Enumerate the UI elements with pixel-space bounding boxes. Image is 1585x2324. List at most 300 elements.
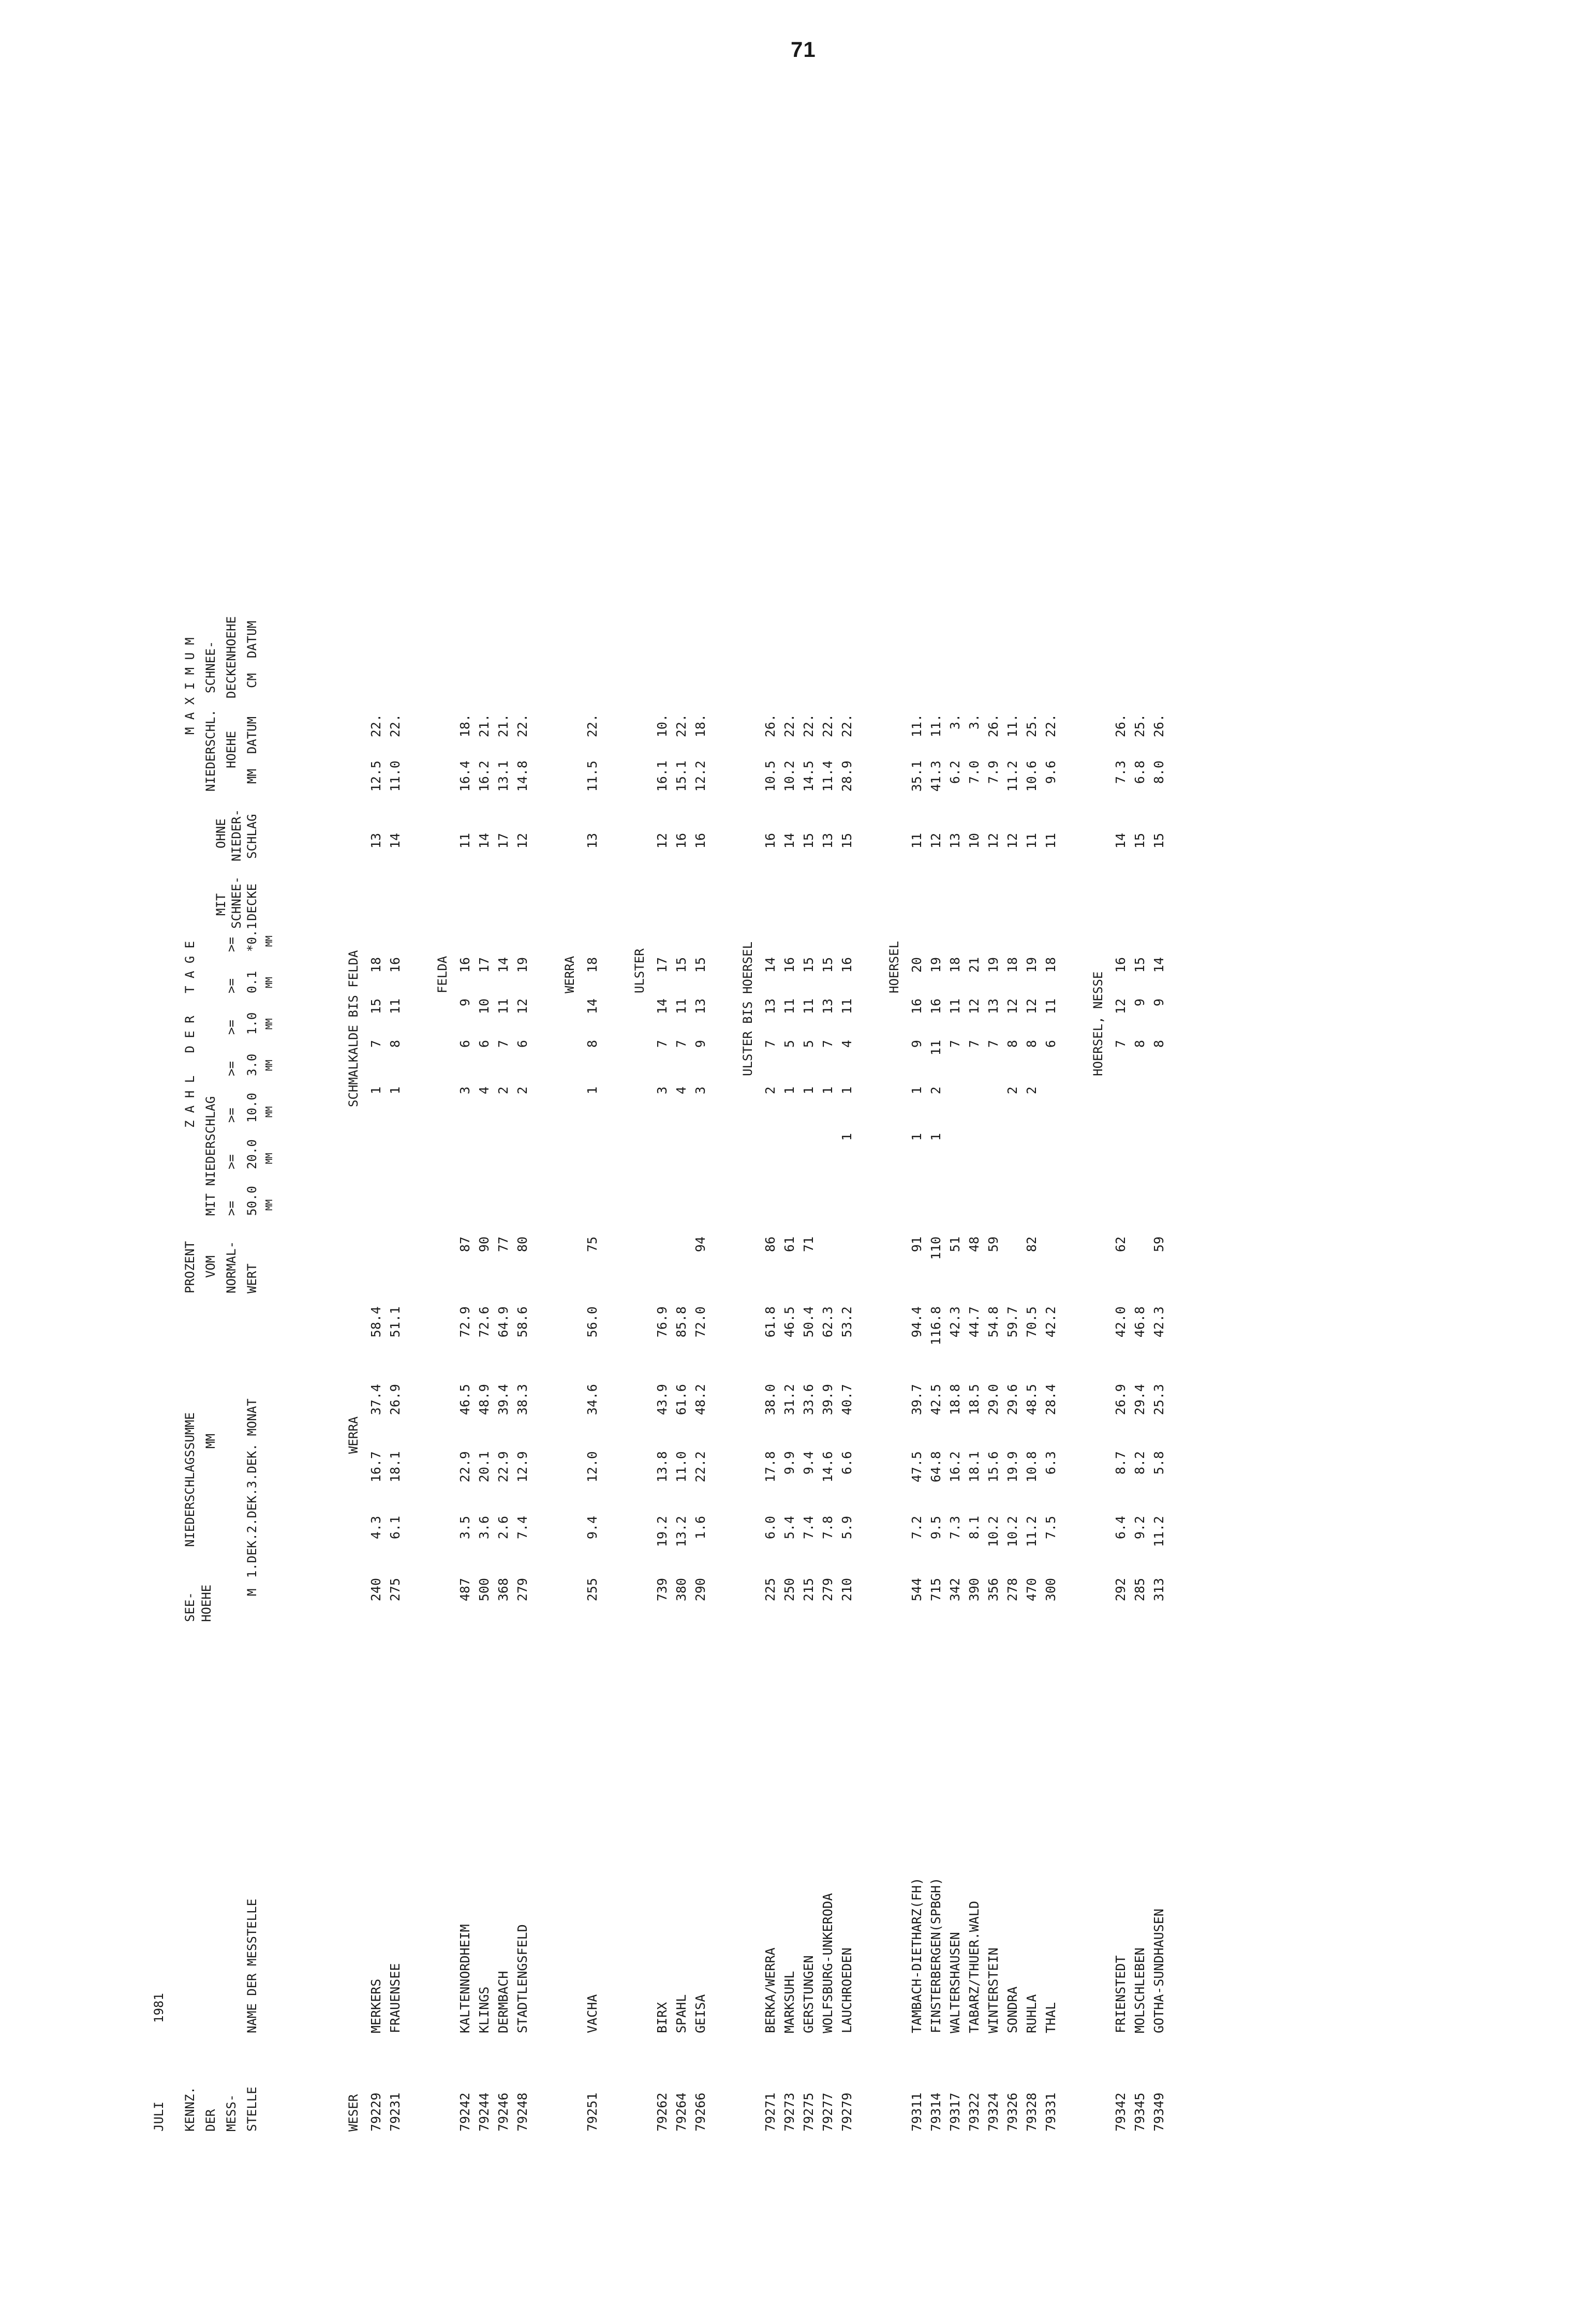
table-cell: 79328 [1024, 2092, 1039, 2132]
table-cell: 9 [909, 1040, 924, 1048]
table-cell: MARKSUHL [782, 1971, 797, 2033]
table-cell: 75 [585, 1237, 600, 1253]
table-cell: 225 [763, 1578, 778, 1602]
table-cell: 6 [515, 1040, 530, 1048]
table-cell: 7.9 [986, 761, 1001, 784]
table-cell: 18 [1043, 957, 1058, 973]
table-cell: 72.6 [477, 1306, 492, 1338]
table-cell: 47.5 [909, 1451, 924, 1483]
table-cell: 18.5 [967, 1384, 982, 1416]
header-op-3: >= [224, 1108, 239, 1123]
table-cell: 12 [655, 833, 670, 849]
table-cell: 51 [947, 1237, 962, 1253]
table-cell: 38.0 [763, 1384, 778, 1416]
table-cell: 59 [1151, 1237, 1166, 1253]
table-cell: 21 [967, 957, 982, 973]
table-cell: 29.6 [1005, 1384, 1020, 1416]
table-cell: 5 [782, 1040, 797, 1048]
table-cell: 739 [655, 1578, 670, 1602]
basin-name: WERRA [346, 1416, 361, 1454]
table-cell: 79324 [986, 2092, 1001, 2132]
subbasin-name: HOERSEL, NESSE [1091, 971, 1105, 1076]
table-cell: 7 [967, 1040, 982, 1048]
table-cell: 13.2 [674, 1516, 689, 1547]
table-cell: 7.4 [515, 1516, 530, 1540]
header-hoehe-m: M [245, 1588, 259, 1596]
table-cell: 240 [368, 1578, 383, 1602]
table-cell: 3 [457, 1086, 472, 1095]
table-cell: 7 [655, 1040, 670, 1048]
table-cell: 46.5 [782, 1306, 797, 1338]
table-cell: WINTERSTEIN [986, 1947, 1001, 2033]
table-row [819, 176, 838, 2142]
table-cell: 12 [1024, 999, 1039, 1015]
table-cell: 19.2 [655, 1516, 670, 1547]
table-cell: 53.2 [839, 1306, 854, 1338]
table-cell: 59 [986, 1237, 1001, 1253]
table-cell: SPAHL [674, 1994, 689, 2033]
table-cell: 16 [909, 999, 924, 1015]
table-cell: 8.7 [1113, 1451, 1128, 1475]
rotated-table [150, 176, 1521, 2142]
table-cell: 9.4 [801, 1451, 816, 1475]
table-cell: 14 [388, 833, 403, 849]
header-zahl-title: Z A H L D E R T A G E [183, 941, 197, 1128]
table-cell: 11 [1024, 833, 1039, 849]
table-cell: 11. [909, 714, 924, 738]
section-gap [532, 176, 560, 2142]
header-max-sub3: MM DATUM [245, 716, 259, 784]
table-cell: 37.4 [368, 1384, 383, 1416]
table-cell: 42.5 [928, 1384, 943, 1416]
table-cell: 1 [782, 1086, 797, 1095]
table-cell: 1 [839, 1133, 854, 1141]
table-cell: 79275 [801, 2092, 816, 2132]
header-nsumme-2: MM [203, 1434, 218, 1449]
table-cell: 79322 [967, 2092, 982, 2132]
table-cell: BERKA/WERRA [763, 1947, 778, 2033]
table-cell: 3.6 [477, 1516, 492, 1540]
table-cell: 42.2 [1043, 1306, 1058, 1338]
table-cell: 11. [1005, 714, 1020, 738]
table-row [799, 176, 819, 2142]
table-cell: 11. [928, 714, 943, 738]
table-cell: 26. [986, 714, 1001, 738]
table-cell: STADTLENGSFELD [515, 1924, 530, 2033]
table-cell: 15 [368, 999, 383, 1015]
table-cell: 300 [1043, 1578, 1058, 1602]
table-cell: 15 [839, 833, 854, 849]
table-cell: 46.5 [457, 1384, 472, 1416]
header-hoehe-1: SEE- [183, 1592, 197, 1622]
table-cell: 9.6 [1043, 761, 1058, 784]
table-cell: 12.2 [693, 761, 708, 792]
subbasin-name: ULSTER [632, 948, 647, 993]
table-cell: 11 [1043, 999, 1058, 1015]
table-cell: 110 [928, 1237, 943, 1260]
table-cell: 11 [909, 833, 924, 849]
table-cell: 9 [1132, 999, 1147, 1007]
table-cell: 16.2 [947, 1451, 962, 1483]
table-cell: 12 [515, 999, 530, 1015]
table-cell: 28.4 [1043, 1384, 1058, 1416]
table-cell: 18 [368, 957, 383, 973]
table-cell: 79248 [515, 2092, 530, 2132]
table-cell: 10.2 [986, 1516, 1001, 1547]
table-row [780, 176, 799, 2142]
table-cell: 50.4 [801, 1306, 816, 1338]
table-cell: 19 [515, 957, 530, 973]
table-cell: 35.1 [909, 761, 924, 792]
table-row [494, 176, 513, 2142]
table-cell: 1 [801, 1086, 816, 1095]
table-cell: 22. [585, 714, 600, 738]
table-cell: 3 [693, 1086, 708, 1095]
table-cell: 8 [1151, 1040, 1166, 1048]
table-cell: 16 [693, 833, 708, 849]
header-thr-7: *0.1 [245, 922, 259, 952]
table-cell: 17 [655, 957, 670, 973]
table-row [927, 176, 946, 2142]
table-cell: 79244 [477, 2092, 492, 2132]
table-cell: 79271 [763, 2092, 778, 2132]
table-cell: 46.8 [1132, 1306, 1147, 1338]
table-cell: 1 [368, 1086, 383, 1095]
table-cell: WOLFSBURG-UNKERODA [820, 1893, 835, 2033]
table-cell: 7.3 [947, 1516, 962, 1540]
table-cell: 16 [1113, 957, 1128, 973]
table-cell: 278 [1005, 1578, 1020, 1602]
header-zahl-sub4: DECKE [245, 883, 259, 921]
table-row [583, 176, 602, 2142]
table-cell: 79279 [839, 2092, 854, 2132]
table-row [672, 176, 691, 2142]
table-cell: 79277 [820, 2092, 835, 2132]
table-cell: 13 [693, 999, 708, 1015]
table-cell: 90 [477, 1237, 492, 1253]
table-cell: 1 [585, 1086, 600, 1095]
table-cell: 61.8 [763, 1306, 778, 1338]
table-cell: 85.8 [674, 1306, 689, 1338]
table-cell: 38.3 [515, 1384, 530, 1416]
table-cell: 12.5 [368, 761, 383, 792]
header-prozent-1: PROZENT [183, 1241, 197, 1293]
table-cell: 9.9 [782, 1451, 797, 1475]
table-cell: 79229 [368, 2092, 383, 2132]
header-zahl-sub1: MIT NIEDERSCHLAG [203, 1096, 218, 1216]
header-max-sub6: CM DATUM [245, 620, 259, 688]
table-cell: 16.2 [477, 761, 492, 792]
subbasin-name: FELDA [435, 956, 450, 993]
table-cell: 544 [909, 1578, 924, 1602]
section-header [1089, 176, 1112, 2142]
table-cell: 19 [928, 957, 943, 973]
table-cell: 22. [801, 714, 816, 738]
table-cell: 5 [801, 1040, 816, 1048]
table-cell: 7 [763, 1040, 778, 1048]
table-cell: 22. [839, 714, 854, 738]
header-op-1: >= [224, 1201, 239, 1216]
header-kennz-4: STELLE [245, 2087, 259, 2132]
table-cell: 12.9 [515, 1451, 530, 1483]
table-cell: 48.9 [477, 1384, 492, 1416]
table-cell: 39.7 [909, 1384, 924, 1416]
header-max-title: M A X I M U M [183, 637, 197, 735]
table-cell: TAMBACH-DIETHARZ(FH) [909, 1877, 924, 2033]
table-cell: 356 [986, 1578, 1001, 1602]
header-kennz-1: KENNZ. [183, 2087, 197, 2132]
header-thr-6: 0.1 [245, 971, 259, 993]
table-cell: 22. [515, 714, 530, 738]
table-cell: 22. [674, 714, 689, 738]
table-cell: 19.9 [1005, 1451, 1020, 1483]
table-cell: 487 [457, 1578, 472, 1602]
table-cell: 715 [928, 1578, 943, 1602]
subbasin-name: WERRA [562, 956, 577, 993]
table-cell: 42.3 [1151, 1306, 1166, 1338]
table-cell: 7.2 [909, 1516, 924, 1540]
table-cell: 16 [457, 957, 472, 973]
table-cell: 10.2 [782, 761, 797, 792]
header-nsumme-1: NIEDERSCHLAGSSUMME [183, 1412, 197, 1547]
section-header [344, 176, 367, 2142]
table-cell: VACHA [585, 1994, 600, 2033]
table-cell: 16 [928, 999, 943, 1015]
table-cell: 8.1 [967, 1516, 982, 1540]
table-cell: 15 [674, 957, 689, 973]
table-cell: 16 [388, 957, 403, 973]
table-cell: 7.5 [1043, 1516, 1058, 1540]
table-cell: 11 [928, 1040, 943, 1056]
table-cell: 8.0 [1151, 761, 1166, 784]
table-cell: 25.3 [1151, 1384, 1166, 1416]
table-cell: 29.4 [1132, 1384, 1147, 1416]
subbasin-name: HOERSEL [887, 941, 901, 993]
table-cell: 11 [1043, 833, 1058, 849]
header-zahl-sub3: SCHNEE- [229, 876, 244, 929]
table-cell: 1 [388, 1086, 403, 1095]
header-op-7: >= [224, 937, 239, 952]
table-cell: 275 [388, 1578, 403, 1602]
table-cell: 22. [388, 714, 403, 738]
table-cell: 250 [782, 1578, 797, 1602]
table-cell: WALTERSHAUSEN [947, 1932, 962, 2033]
table-cell: 17.8 [763, 1451, 778, 1483]
table-cell: 3. [967, 714, 982, 730]
header-op-5: >= [224, 1020, 239, 1035]
table-cell: 25. [1024, 714, 1039, 738]
table-cell: 43.9 [655, 1384, 670, 1416]
table-cell: 22.2 [693, 1451, 708, 1483]
table-cell: MERKERS [368, 1978, 383, 2033]
table-cell: 26.9 [388, 1384, 403, 1416]
table-cell: MOLSCHLEBEN [1132, 1947, 1147, 2033]
table-cell: 7 [368, 1040, 383, 1048]
table-cell: 11 [947, 999, 962, 1015]
table-cell: 6.1 [388, 1516, 403, 1540]
table-cell: 25. [1132, 714, 1147, 738]
table-cell: 18.1 [967, 1451, 982, 1483]
header-thr-1: 50.0 [245, 1186, 259, 1216]
header-op-4: >= [224, 1061, 239, 1076]
header-unit-3: MM [264, 1106, 275, 1118]
table-row [1112, 176, 1131, 2142]
table-cell: 12 [1005, 999, 1020, 1015]
header-max-sub1: NIEDERSCHL. [203, 709, 218, 792]
section-header [738, 176, 761, 2142]
header-unit-5: MM [264, 1018, 275, 1030]
table-cell: FRAUENSEE [388, 1963, 403, 2033]
table-cell: 16.4 [457, 761, 472, 792]
table-cell: 313 [1151, 1578, 1166, 1602]
header-unit-4: MM [264, 1060, 275, 1071]
table-cell: 86 [763, 1237, 778, 1253]
table-cell: 21. [477, 714, 492, 738]
table-cell: 13 [986, 999, 1001, 1015]
table-cell: 2 [1005, 1086, 1020, 1095]
table-cell: 10 [477, 999, 492, 1015]
table-cell: 79326 [1005, 2092, 1020, 2132]
table-cell: 1 [839, 1086, 854, 1095]
header-hoehe-2: HOEHE [199, 1584, 214, 1622]
table-cell: 13 [947, 833, 962, 849]
table-cell: 26. [1151, 714, 1166, 738]
table-cell: GOTHA-SUNDHAUSEN [1151, 1909, 1166, 2033]
table-cell: FINSTERBERGEN(SPBGH) [928, 1877, 943, 2033]
table-cell: 18 [585, 957, 600, 973]
header-ohne-1: OHNE [214, 818, 228, 848]
table-cell: SONDRA [1005, 1986, 1020, 2033]
table-cell: 279 [515, 1578, 530, 1602]
table-cell: 22.9 [457, 1451, 472, 1483]
table-cell: 79349 [1151, 2092, 1166, 2132]
table-cell: 500 [477, 1578, 492, 1602]
table-cell: 79246 [496, 2092, 511, 2132]
section-gap [405, 176, 433, 2142]
table-cell: 8 [1132, 1040, 1147, 1048]
table-body [344, 176, 1197, 2142]
table-cell: 9 [693, 1040, 708, 1048]
table-row [965, 176, 984, 2142]
table-cell: 17 [477, 957, 492, 973]
table-cell: 39.9 [820, 1384, 835, 1416]
table-cell: 11 [496, 999, 511, 1015]
table-cell: 14 [1151, 957, 1166, 973]
table-cell: 7 [674, 1040, 689, 1048]
table-cell: 4 [839, 1040, 854, 1048]
table-cell: 1 [820, 1086, 835, 1095]
table-row [1131, 176, 1150, 2142]
table-cell: LAUCHROEDEN [839, 1947, 854, 2033]
header-max-sub4: SCHNEE- [203, 640, 218, 693]
table-row [761, 176, 780, 2142]
table-cell: 13 [820, 999, 835, 1015]
table-cell: 39.4 [496, 1384, 511, 1416]
table-cell: 7 [496, 1040, 511, 1048]
table-row [386, 176, 405, 2142]
table-cell: 8 [1024, 1040, 1039, 1048]
table-cell: 8 [585, 1040, 600, 1048]
river-name: WESER [346, 2094, 361, 2132]
table-cell: 79262 [655, 2092, 670, 2132]
table-cell: 16 [763, 833, 778, 849]
table-cell: 12 [986, 833, 1001, 849]
table-cell: 3 [655, 1086, 670, 1095]
table-cell: 255 [585, 1578, 600, 1602]
table-cell: 42.0 [1113, 1306, 1128, 1338]
table-row [475, 176, 494, 2142]
table-cell: 19 [1024, 957, 1039, 973]
table-cell: 16.7 [368, 1451, 383, 1483]
table-cell: 7 [986, 1040, 1001, 1048]
section-gap [857, 176, 885, 2142]
table-cell: 6.0 [763, 1516, 778, 1540]
table-row [946, 176, 965, 2142]
table-cell: 11 [801, 999, 816, 1015]
header-thr-4: 3.0 [245, 1053, 259, 1076]
section-gap [1061, 176, 1089, 2142]
table-cell: 9.2 [1132, 1516, 1147, 1540]
table-cell: 11.0 [388, 761, 403, 792]
table-cell: 210 [839, 1578, 854, 1602]
table-cell: 14 [585, 999, 600, 1015]
table-cell: 28.9 [839, 761, 854, 792]
header-prozent-2: VOM [203, 1255, 218, 1278]
table-cell: 79264 [674, 2092, 689, 2132]
section-gap [710, 176, 738, 2142]
table-cell: RUHLA [1024, 1994, 1039, 2033]
table-cell: 26. [1113, 714, 1128, 738]
header-unit-6: MM [264, 977, 275, 988]
table-cell: 14 [496, 957, 511, 973]
table-cell: 11.0 [674, 1451, 689, 1483]
table-row [456, 176, 475, 2142]
table-cell: 62 [1113, 1237, 1128, 1253]
table-cell: 5.8 [1151, 1451, 1166, 1475]
table-cell: 14 [1113, 833, 1128, 849]
table-cell: 22.9 [496, 1451, 511, 1483]
table-cell: 13 [820, 833, 835, 849]
table-row [908, 176, 927, 2142]
header-prozent-4: WERT [245, 1263, 259, 1293]
table-cell: GEISA [693, 1994, 708, 2033]
table-cell: KLINGS [477, 1986, 492, 2033]
table-cell: 8 [388, 1040, 403, 1048]
table-cell: 18. [457, 714, 472, 738]
subbasin-name: ULSTER BIS HOERSEL [740, 941, 755, 1076]
table-cell: 4 [477, 1086, 492, 1095]
table-cell: 3. [947, 714, 962, 730]
table-cell: 2 [496, 1086, 511, 1095]
table-cell: 33.6 [801, 1384, 816, 1416]
table-cell: 7.8 [820, 1516, 835, 1540]
table-cell: 8.2 [1132, 1451, 1147, 1475]
table-cell: 14 [763, 957, 778, 973]
table-cell: 79314 [928, 2092, 943, 2132]
header-unit-1: MM [264, 1199, 275, 1211]
table-cell: 79345 [1132, 2092, 1147, 2132]
table-cell: 34.6 [585, 1384, 600, 1416]
table-row [1042, 176, 1061, 2142]
table-cell: 70.5 [1024, 1306, 1039, 1338]
table-cell: 58.4 [368, 1306, 383, 1338]
table-cell: 13 [585, 833, 600, 849]
table-cell: 290 [693, 1578, 708, 1602]
table-cell: 7.4 [801, 1516, 816, 1540]
table-cell: 79331 [1043, 2092, 1058, 2132]
table-cell: 76.9 [655, 1306, 670, 1338]
table-cell: 15 [801, 833, 816, 849]
